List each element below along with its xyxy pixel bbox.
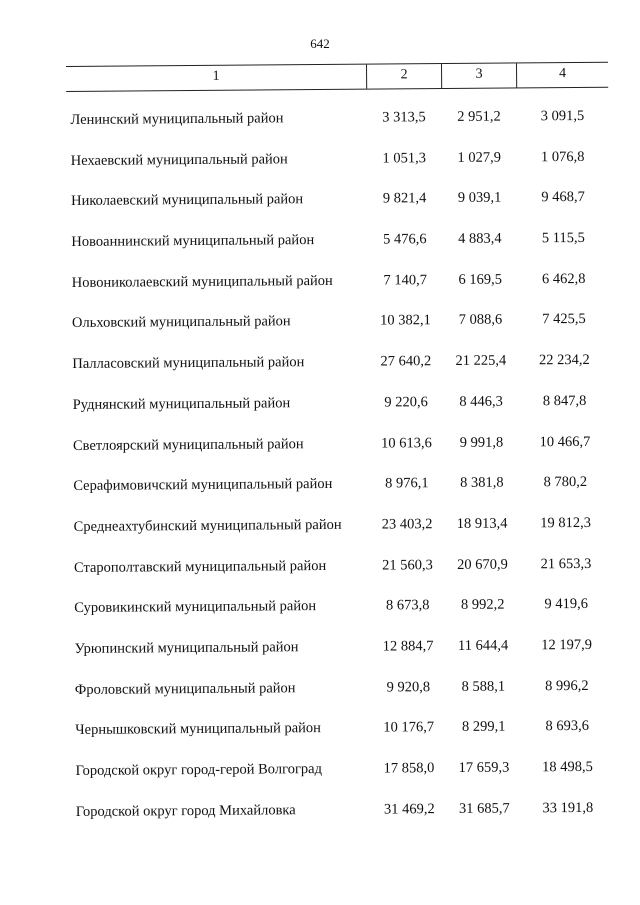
value-col-3-cell: 6 169,5: [458, 271, 503, 288]
table-row: [67, 230, 609, 275]
value-col-3-cell: 4 883,4: [458, 230, 502, 247]
table-row: [71, 718, 613, 763]
value-col-4-cell: 22 234,2: [538, 352, 590, 369]
district-name-cell: Фроловский муниципальный район: [74, 679, 296, 698]
table-row: [66, 108, 608, 153]
value-col-4-cell: 9 468,7: [541, 189, 585, 206]
table-row: [70, 555, 612, 600]
district-name-cell: Городской округ город-герой Волгоград: [75, 761, 322, 779]
table-body: [66, 108, 614, 845]
value-col-3-cell: 20 670,9: [456, 556, 508, 573]
value-col-2-cell: 12 884,7: [382, 638, 434, 655]
table-row: [68, 352, 610, 397]
value-col-2-cell: 9 821,4: [382, 190, 427, 207]
district-name-cell: Городской округ город Михайловка: [75, 801, 296, 820]
value-col-4-cell: 5 115,5: [541, 229, 585, 247]
value-col-2-cell: 27 640,2: [380, 353, 432, 370]
value-col-2-cell: 8 673,8: [385, 597, 430, 614]
district-name-cell: Руднянский муниципальный район: [72, 395, 291, 413]
table-row: [71, 677, 613, 722]
district-name-cell: Палласовский муниципальный район: [72, 354, 305, 373]
value-col-3-cell: 7 088,6: [458, 312, 503, 329]
value-col-2-cell: 31 469,2: [383, 800, 435, 818]
table-row: [71, 637, 613, 682]
table-row: [67, 148, 609, 193]
district-name-cell: Серафимовичский муниципальный район: [73, 476, 333, 495]
district-name-cell: Новониколаевский муниципальный район: [71, 272, 333, 291]
value-col-4-cell: 19 812,3: [540, 514, 592, 532]
table-row: [68, 270, 610, 315]
header-col-4: 4: [516, 63, 608, 88]
value-col-2-cell: 8 976,1: [384, 475, 429, 492]
value-col-2-cell: 10 613,6: [381, 434, 432, 452]
value-col-3-cell: 8 588,1: [461, 678, 506, 695]
value-col-3-cell: 31 685,7: [458, 800, 510, 817]
value-col-4-cell: 8 996,2: [545, 677, 589, 694]
value-col-4-cell: 3 091,5: [540, 107, 585, 125]
value-col-3-cell: 8 381,8: [459, 474, 504, 492]
value-col-3-cell: 8 992,2: [460, 596, 505, 614]
value-col-3-cell: 2 951,2: [457, 108, 501, 125]
district-name-cell: Ленинский муниципальный район: [70, 110, 284, 128]
value-col-3-cell: 9 991,8: [459, 434, 504, 451]
table-row: [70, 596, 612, 641]
value-col-4-cell: 33 191,8: [542, 799, 594, 816]
district-name-cell: Суровикинский муниципальный район: [74, 598, 317, 617]
page-number: 642: [310, 36, 330, 51]
value-col-4-cell: 18 498,5: [542, 758, 593, 776]
district-name-cell: Чернышковский муниципальный район: [75, 720, 321, 739]
value-col-3-cell: 21 225,4: [455, 352, 507, 370]
value-col-3-cell: 8 299,1: [461, 718, 506, 736]
table-row: [71, 759, 613, 804]
district-name-cell: Нехаевский муниципальный район: [70, 150, 288, 169]
value-col-2-cell: 5 476,6: [383, 231, 427, 248]
table-row: [67, 189, 609, 234]
table-row: [68, 311, 610, 356]
value-col-2-cell: 1 051,3: [382, 149, 427, 167]
value-col-3-cell: 11 644,4: [457, 637, 509, 654]
header-col-1: 1: [212, 68, 220, 84]
table-row: [70, 515, 612, 560]
value-col-2-cell: 9 220,6: [384, 393, 428, 411]
value-col-2-cell: 10 382,1: [380, 312, 431, 329]
table-row: [69, 393, 611, 438]
value-col-3-cell: 1 027,9: [457, 149, 502, 166]
table-header-row: [66, 62, 608, 92]
value-col-4-cell: 1 076,8: [540, 148, 585, 165]
value-col-3-cell: 8 446,3: [459, 393, 503, 410]
value-col-2-cell: 23 403,2: [381, 516, 433, 533]
value-col-2-cell: 17 858,0: [383, 760, 435, 777]
value-col-2-cell: 7 140,7: [383, 271, 428, 289]
value-col-4-cell: 21 653,3: [540, 555, 592, 572]
value-col-3-cell: 18 913,4: [456, 515, 508, 532]
value-col-2-cell: 3 313,5: [382, 109, 426, 126]
value-col-2-cell: 10 176,7: [383, 719, 435, 736]
value-col-4-cell: 9 419,6: [544, 596, 589, 613]
value-col-4-cell: 12 197,9: [541, 636, 593, 654]
value-col-3-cell: 17 659,3: [458, 759, 510, 776]
value-col-4-cell: 8 780,2: [543, 474, 588, 491]
value-col-4-cell: 8 847,8: [542, 392, 587, 410]
value-col-4-cell: 8 693,6: [545, 718, 590, 735]
district-name-cell: Ольховский муниципальный район: [71, 313, 291, 332]
table-row: [69, 433, 611, 478]
district-name-cell: Светлоярский муниципальный район: [72, 435, 304, 454]
value-col-3-cell: 9 039,1: [457, 189, 502, 207]
district-name-cell: Среднеахтубинский муниципальный район: [73, 516, 342, 535]
value-col-2-cell: 21 560,3: [381, 556, 433, 574]
value-col-4-cell: 7 425,5: [542, 311, 586, 328]
district-name-cell: Старополтавский муниципальный район: [73, 557, 327, 576]
header-col-2: 2: [366, 64, 441, 89]
district-name-cell: Новоаннинский муниципальный район: [71, 232, 315, 251]
district-name-cell: Урюпинский муниципальный район: [74, 639, 299, 657]
budget-table: [66, 62, 614, 845]
value-col-4-cell: 6 462,8: [541, 270, 586, 288]
header-col-3: 3: [441, 63, 516, 88]
value-col-2-cell: 9 920,8: [386, 678, 431, 696]
district-name-cell: Николаевский муниципальный район: [71, 191, 304, 210]
table-row: [72, 799, 614, 844]
table-row: [69, 474, 611, 519]
value-col-4-cell: 10 466,7: [539, 433, 591, 450]
